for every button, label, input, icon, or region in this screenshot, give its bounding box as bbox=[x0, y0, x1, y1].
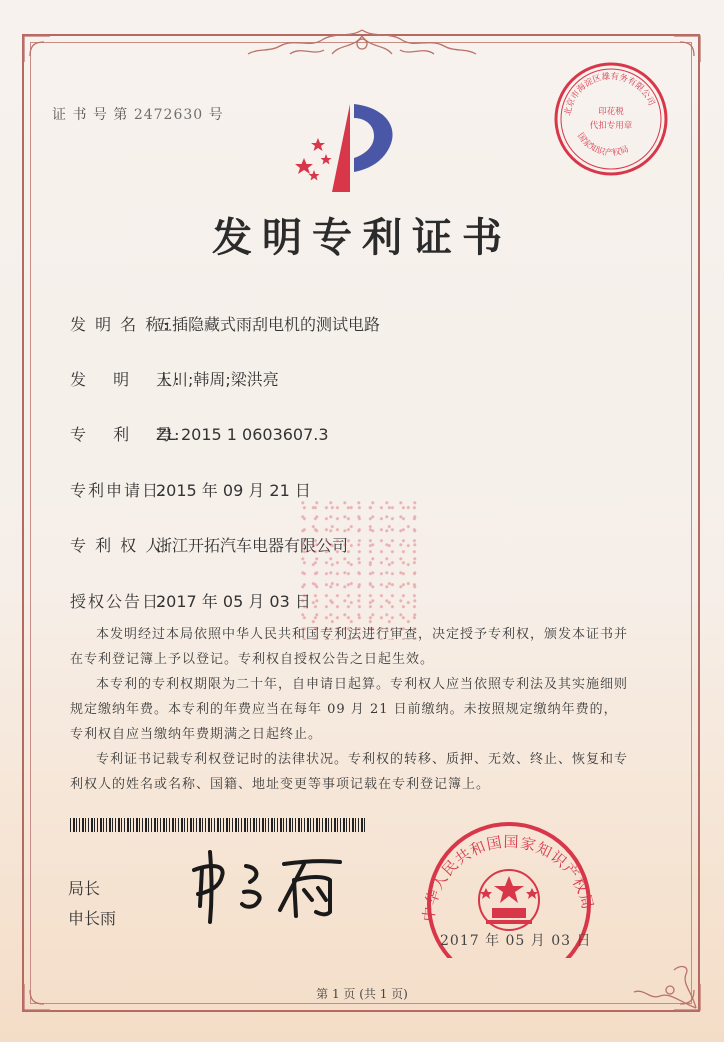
body-paragraph-2: 本专利的专利权期限为二十年，自申请日起算。专利权人应当依照专利法及其实施细则规定缴纳年费。本专利的年费应当在每年 09 月 21 日前缴纳。未按照规定缴纳年费的，专利权自应当缴纳年费期满之日起终止。 bbox=[70, 677, 629, 742]
field-invention-name bbox=[70, 312, 380, 335]
proxy-seal-center-2: 代扣专用章 bbox=[589, 121, 633, 131]
director-title: 局长 bbox=[68, 879, 101, 898]
invention-name-value: 五插隐藏式雨刮电机的测试电路 bbox=[156, 315, 381, 334]
field-filing-date bbox=[70, 478, 311, 501]
filing-date-value: 2015 年 09 月 21 日 bbox=[156, 481, 311, 500]
certificate-number-label: 证 书 号 第 bbox=[52, 107, 129, 123]
corner-ornament-tr bbox=[672, 34, 702, 64]
faint-seal-marks bbox=[300, 500, 420, 640]
seal-date: 2017 年 05 月 03 日 bbox=[440, 933, 592, 949]
page-title: 发明专利证书 bbox=[212, 215, 512, 261]
certificate-number-value: 2472630 bbox=[133, 107, 204, 123]
page-number: 第 1 页 (共 1 页) bbox=[316, 987, 408, 1001]
grant-date-value: 2017 年 05 月 03 日 bbox=[156, 592, 311, 611]
patentee-value: 浙江开拓汽车电器有限公司 bbox=[156, 536, 349, 555]
body-text bbox=[70, 622, 630, 797]
top-ornament bbox=[230, 26, 494, 66]
certificate-number-suffix: 号 bbox=[208, 107, 224, 123]
patent-number-value: ZL 2015 1 0603607.3 bbox=[156, 425, 329, 444]
field-grant-date bbox=[70, 589, 311, 612]
director-name: 申长雨 bbox=[68, 909, 117, 928]
tax-proxy-seal bbox=[552, 60, 670, 178]
barcode bbox=[70, 818, 366, 832]
certificate-number bbox=[52, 104, 224, 124]
main-seal-text: 中华人民共和国国家知识产权局 bbox=[420, 832, 598, 923]
grant-date-label: 授权公告日: bbox=[70, 592, 168, 611]
patent-number-label: 专 利 号: bbox=[70, 425, 182, 444]
body-paragraph-3: 专利证书记载专利权登记时的法律状况。专利权的转移、质押、无效、终止、恢复和专利权人的姓名或名称、国籍、地址变更等事项记载在专利登记簿上。 bbox=[70, 752, 629, 792]
inventor-label: 发 明 人: bbox=[70, 370, 182, 389]
field-patent-number bbox=[70, 422, 329, 445]
proxy-seal-bottom-text: 国家知识产权局 bbox=[574, 131, 631, 159]
body-paragraph-1: 本发明经过本局依照中华人民共和国专利法进行审查，决定授予专利权，颁发本证书并在专利登记簿上予以登记。专利权自授权公告之日起生效。 bbox=[70, 627, 629, 667]
invention-name-label: 发 明 名 称: bbox=[70, 315, 171, 334]
patentee-label: 专 利 权 人: bbox=[70, 536, 171, 555]
proxy-seal-center-1: 印花税 bbox=[598, 107, 624, 117]
field-inventor bbox=[70, 367, 279, 390]
filing-date-label: 专利申请日: bbox=[70, 481, 168, 500]
corner-ornament-tl bbox=[22, 34, 52, 64]
director-signature bbox=[180, 846, 360, 926]
patent-office-logo bbox=[292, 100, 402, 196]
svg-text:国家知识产权局 bbox=[575, 131, 630, 158]
inventor-value: 王川;韩周;梁洪亮 bbox=[156, 370, 279, 389]
proxy-seal-top-text: 北京市海淀区雄有务有限公司 bbox=[563, 71, 657, 117]
